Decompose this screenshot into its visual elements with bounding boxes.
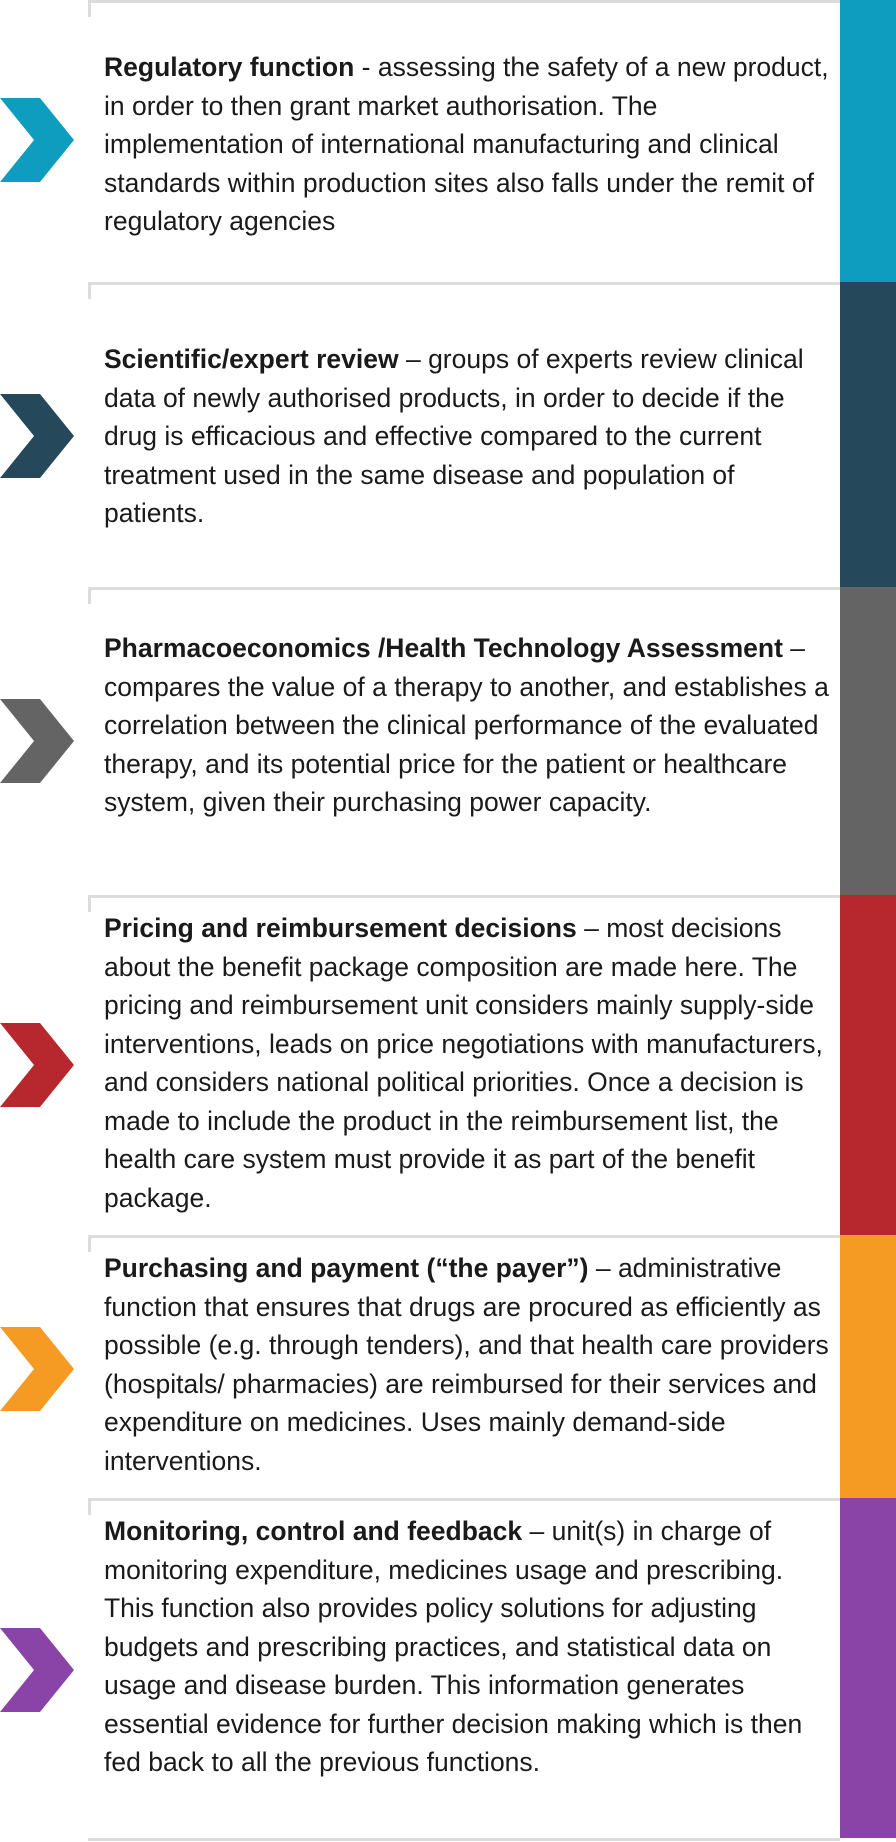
color-bar bbox=[840, 895, 896, 1235]
panel-text bbox=[104, 340, 840, 533]
panel-monitoring-control-feedback bbox=[0, 1498, 896, 1838]
color-bar bbox=[840, 282, 896, 587]
panel-pharmacoeconomics-hta bbox=[0, 587, 896, 895]
title-separator: – bbox=[576, 913, 607, 943]
function-title: Monitoring, control and feedback bbox=[104, 1516, 523, 1546]
color-bar bbox=[840, 1235, 896, 1498]
function-title: Pricing and reimbursement decisions bbox=[104, 913, 577, 943]
panel-text bbox=[104, 629, 840, 822]
function-description: assessing the safety of a new product, in order to then grant market authorisation. The implementation of international manufacturing and clinical standards within production sites also falls under the remit of regulatory agencies bbox=[104, 52, 829, 236]
title-separator: – bbox=[522, 1516, 552, 1546]
function-title: Purchasing and payment (“the payer”) bbox=[104, 1253, 589, 1283]
panel-purchasing-payment bbox=[0, 1235, 896, 1498]
function-description: administrative function that ensures that drugs are procured as efficiently as possible (e.g. through tenders), and that health care providers (hospitals/ pharmacies) are reimbursed for their services and expenditure on medicines. Uses mainly demand-side interventions. bbox=[104, 1253, 829, 1476]
function-description: most decisions about the benefit package composition are made here. The pricing and reimbursement unit considers mainly supply-side interventions, leads on price negotiations with manufacturers, and considers national political priorities. Once a decision is made to include the product in the reimbursement list, the health care system must provide it as part of the benefit package. bbox=[104, 913, 823, 1213]
panel-regulatory-function bbox=[0, 0, 896, 282]
color-bar bbox=[840, 0, 896, 282]
function-title: Scientific/expert review bbox=[104, 344, 399, 374]
function-description: compares the value of a therapy to another, and establishes a correlation between the clinical performance of the evaluated therapy, and its potential price for the patient or healthcare system, given their purchasing power capacity. bbox=[104, 671, 829, 817]
panel-text bbox=[104, 909, 840, 1217]
title-separator: – bbox=[588, 1253, 618, 1283]
function-description: groups of experts review clinical data of newly authorised products, in order to decide if the drug is efficacious and effective compared to the current treatment used in the same disease and population of patients. bbox=[104, 344, 804, 528]
function-title: Pharmacoeconomics /Health Technology Assessment bbox=[104, 633, 783, 663]
bottom-divider bbox=[88, 1838, 840, 1841]
chevron-right-icon bbox=[0, 1327, 80, 1411]
title-separator: – bbox=[398, 344, 429, 374]
panel-text bbox=[104, 1512, 840, 1782]
title-separator: - bbox=[354, 52, 378, 82]
chevron-right-icon bbox=[0, 1628, 80, 1712]
chevron-right-icon bbox=[0, 394, 80, 478]
panel-text bbox=[104, 48, 840, 241]
color-bar bbox=[840, 1498, 896, 1838]
panel-scientific-expert-review bbox=[0, 282, 896, 587]
chevron-right-icon bbox=[0, 1023, 80, 1107]
function-description: unit(s) in charge of monitoring expenditure, medicines usage and prescribing. This function also provides policy solutions for adjusting budgets and prescribing practices, and statistical data on usage and disease burden. This information generates essential evidence for further decision making which is then fed back to all the previous functions. bbox=[104, 1516, 803, 1777]
color-bar bbox=[840, 587, 896, 895]
function-title: Regulatory function bbox=[104, 52, 355, 82]
chevron-right-icon bbox=[0, 699, 80, 783]
panel-pricing-reimbursement bbox=[0, 895, 896, 1235]
panel-text bbox=[104, 1249, 840, 1480]
chevron-right-icon bbox=[0, 98, 80, 182]
title-separator: – bbox=[782, 633, 806, 663]
